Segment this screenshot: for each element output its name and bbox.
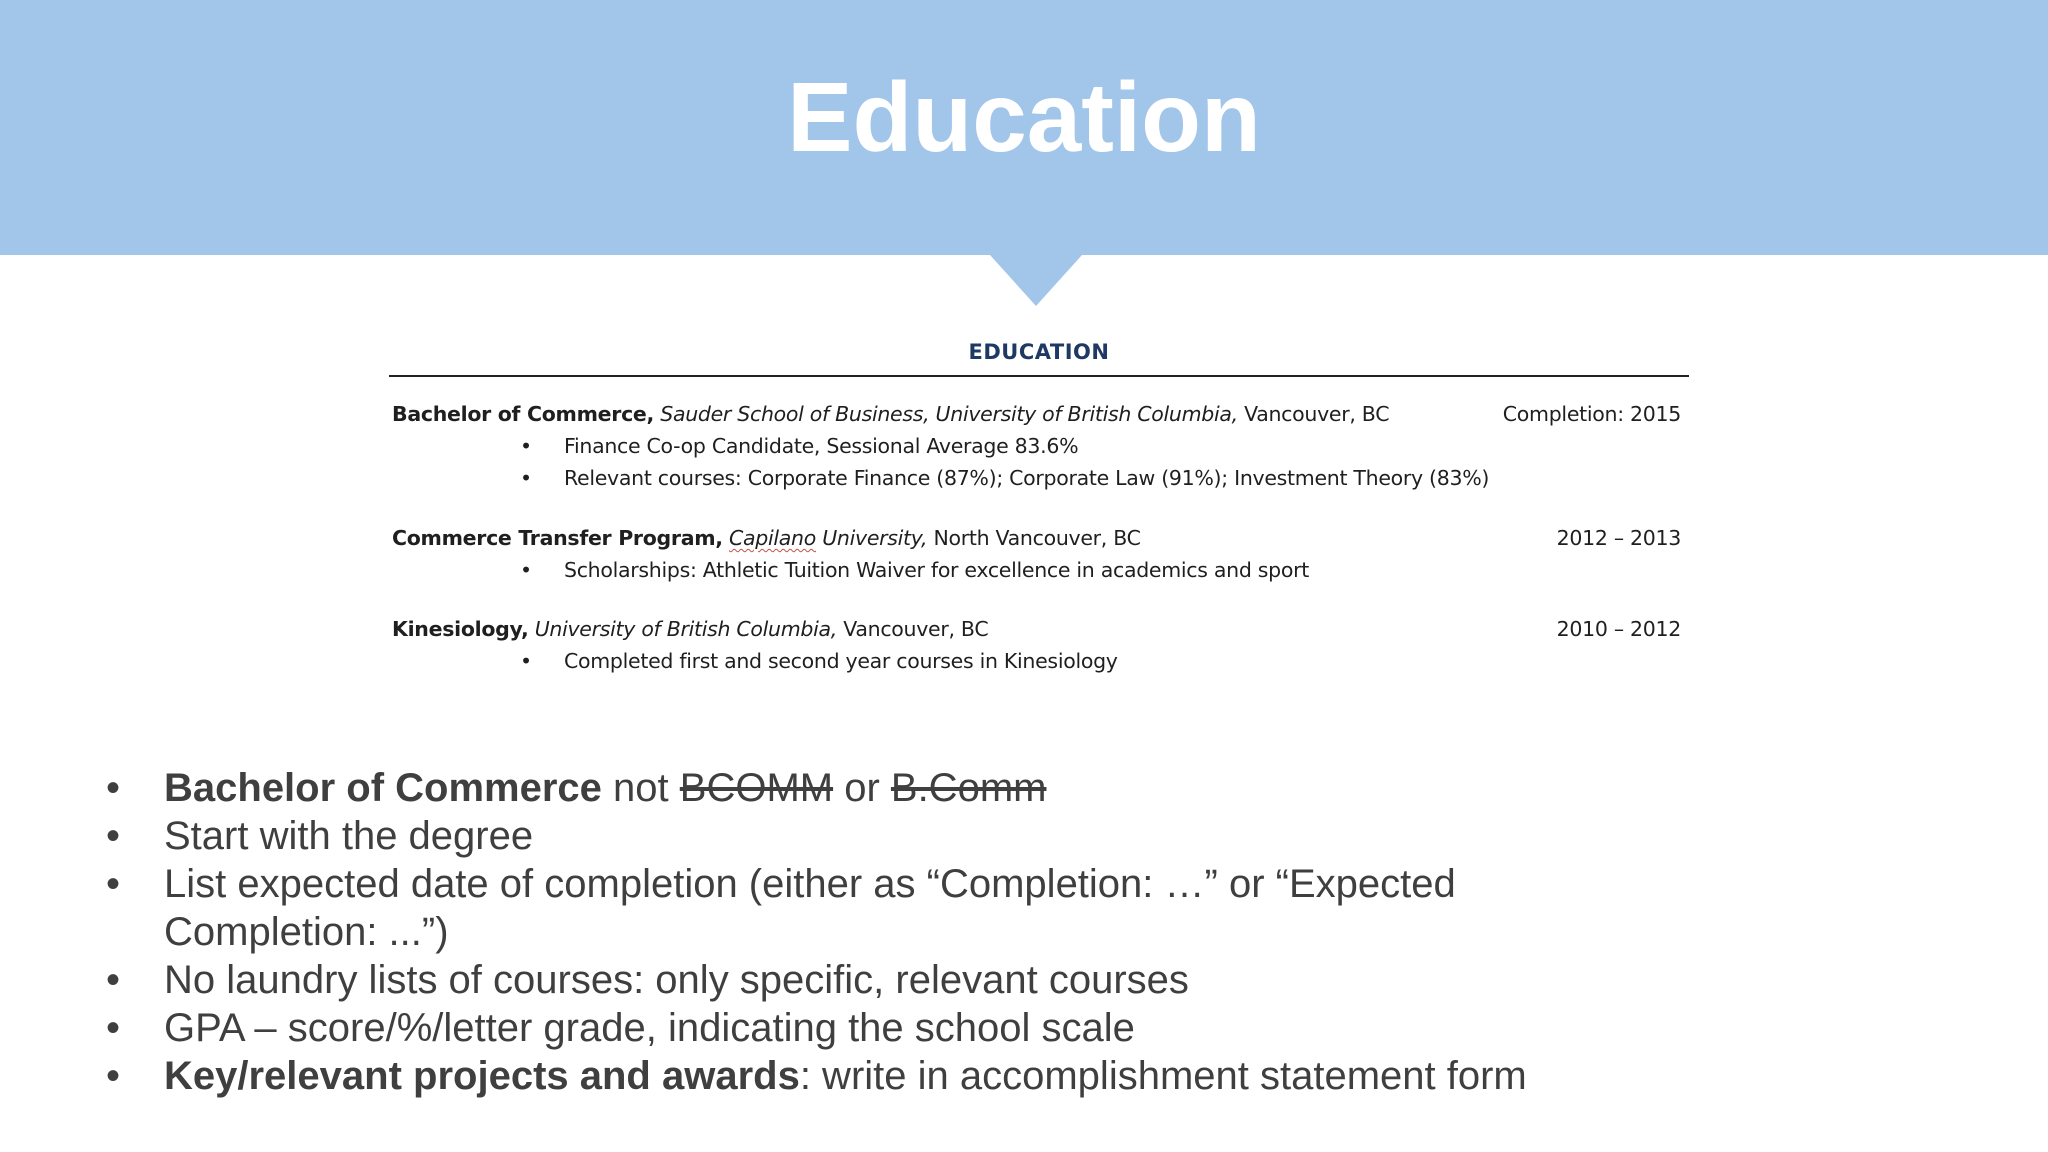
entry-2-school-name: Capilano <box>729 526 816 550</box>
resume-excerpt <box>389 330 1689 690</box>
entry-1-degree: Bachelor of Commerce, <box>392 402 655 426</box>
tip-1-strike-2: B.Comm <box>890 766 1047 810</box>
header-pointer <box>990 255 1082 306</box>
entry-3-location: Vancouver, BC <box>843 617 989 641</box>
entry-2-degree: Commerce Transfer Program, <box>392 526 723 550</box>
tip-item-6 <box>106 1052 2006 1100</box>
entry-1-location: Vancouver, BC <box>1244 402 1390 426</box>
tip-item-5 <box>106 1004 2006 1052</box>
entry-2-location: North Vancouver, BC <box>933 526 1141 550</box>
tip-item-2 <box>106 812 2006 860</box>
resume-section-heading: EDUCATION <box>968 340 1110 364</box>
entry-2-bullet-1: • Scholarships: Athletic Tuition Waiver for excellence in academics and sport <box>520 558 1309 582</box>
tip-bullet: • <box>106 958 121 1002</box>
resume-divider <box>389 375 1689 377</box>
bullet-dot: • <box>520 434 532 458</box>
tip-bullet: • <box>106 766 121 810</box>
tips-list <box>106 764 2006 1100</box>
entry-3-degree: Kinesiology, <box>392 617 529 641</box>
tip-4-text: No laundry lists of courses: only specific, relevant courses <box>164 958 1189 1002</box>
tip-6-rest: : write in accomplishment statement form <box>799 1054 1527 1098</box>
tip-2-text: Start with the degree <box>164 814 534 858</box>
bullet-dot: • <box>520 649 532 673</box>
tip-bullet: • <box>106 1006 121 1050</box>
tip-3-text: List expected date of completion (either as “Completion: …” or “Expected Completion: ...”) <box>164 862 1456 954</box>
tip-item-3 <box>106 860 1564 956</box>
bullet-dot: • <box>520 558 532 582</box>
entry-1-school: Sauder School of Business, University of British Columbia, <box>660 402 1238 426</box>
tip-bullet: • <box>106 862 121 906</box>
resume-entry-3-header <box>392 617 988 641</box>
entry-3-date: 2010 – 2012 <box>1556 617 1681 641</box>
entry-1-bullet-1: • Finance Co-op Candidate, Sessional Average 83.6% <box>520 434 1079 458</box>
resume-entry-2-header <box>392 526 1141 550</box>
resume-entry-1-header <box>392 402 1389 426</box>
entry-2-date: 2012 – 2013 <box>1556 526 1681 550</box>
tip-bullet: • <box>106 814 121 858</box>
slide-title: Education <box>787 62 1261 172</box>
tip-bullet: • <box>106 1054 121 1098</box>
tip-1-strike-1: BCOMM <box>679 766 834 810</box>
entry-3-bullet-1: • Completed first and second year courses in Kinesiology <box>520 649 1118 673</box>
tip-item-1: • Bachelor of Commerce not BCOMM or B.Comm <box>106 766 1047 810</box>
tip-6-bold: Key/relevant projects and awards <box>164 1054 800 1098</box>
entry-1-bullet-2: • Relevant courses: Corporate Finance (87%); Corporate Law (91%); Investment Theory (83%) <box>520 466 1490 490</box>
tip-1-bold: Bachelor of Commerce <box>164 766 602 810</box>
entry-2-school-suffix: University, <box>822 526 928 550</box>
tip-5-text: GPA – score/%/letter grade, indicating the school scale <box>164 1006 1135 1050</box>
bullet-dot: • <box>520 466 532 490</box>
tip-item-4 <box>106 956 2006 1004</box>
entry-3-school: University of British Columbia, <box>534 617 838 641</box>
entry-1-date: Completion: 2015 <box>1502 402 1681 426</box>
